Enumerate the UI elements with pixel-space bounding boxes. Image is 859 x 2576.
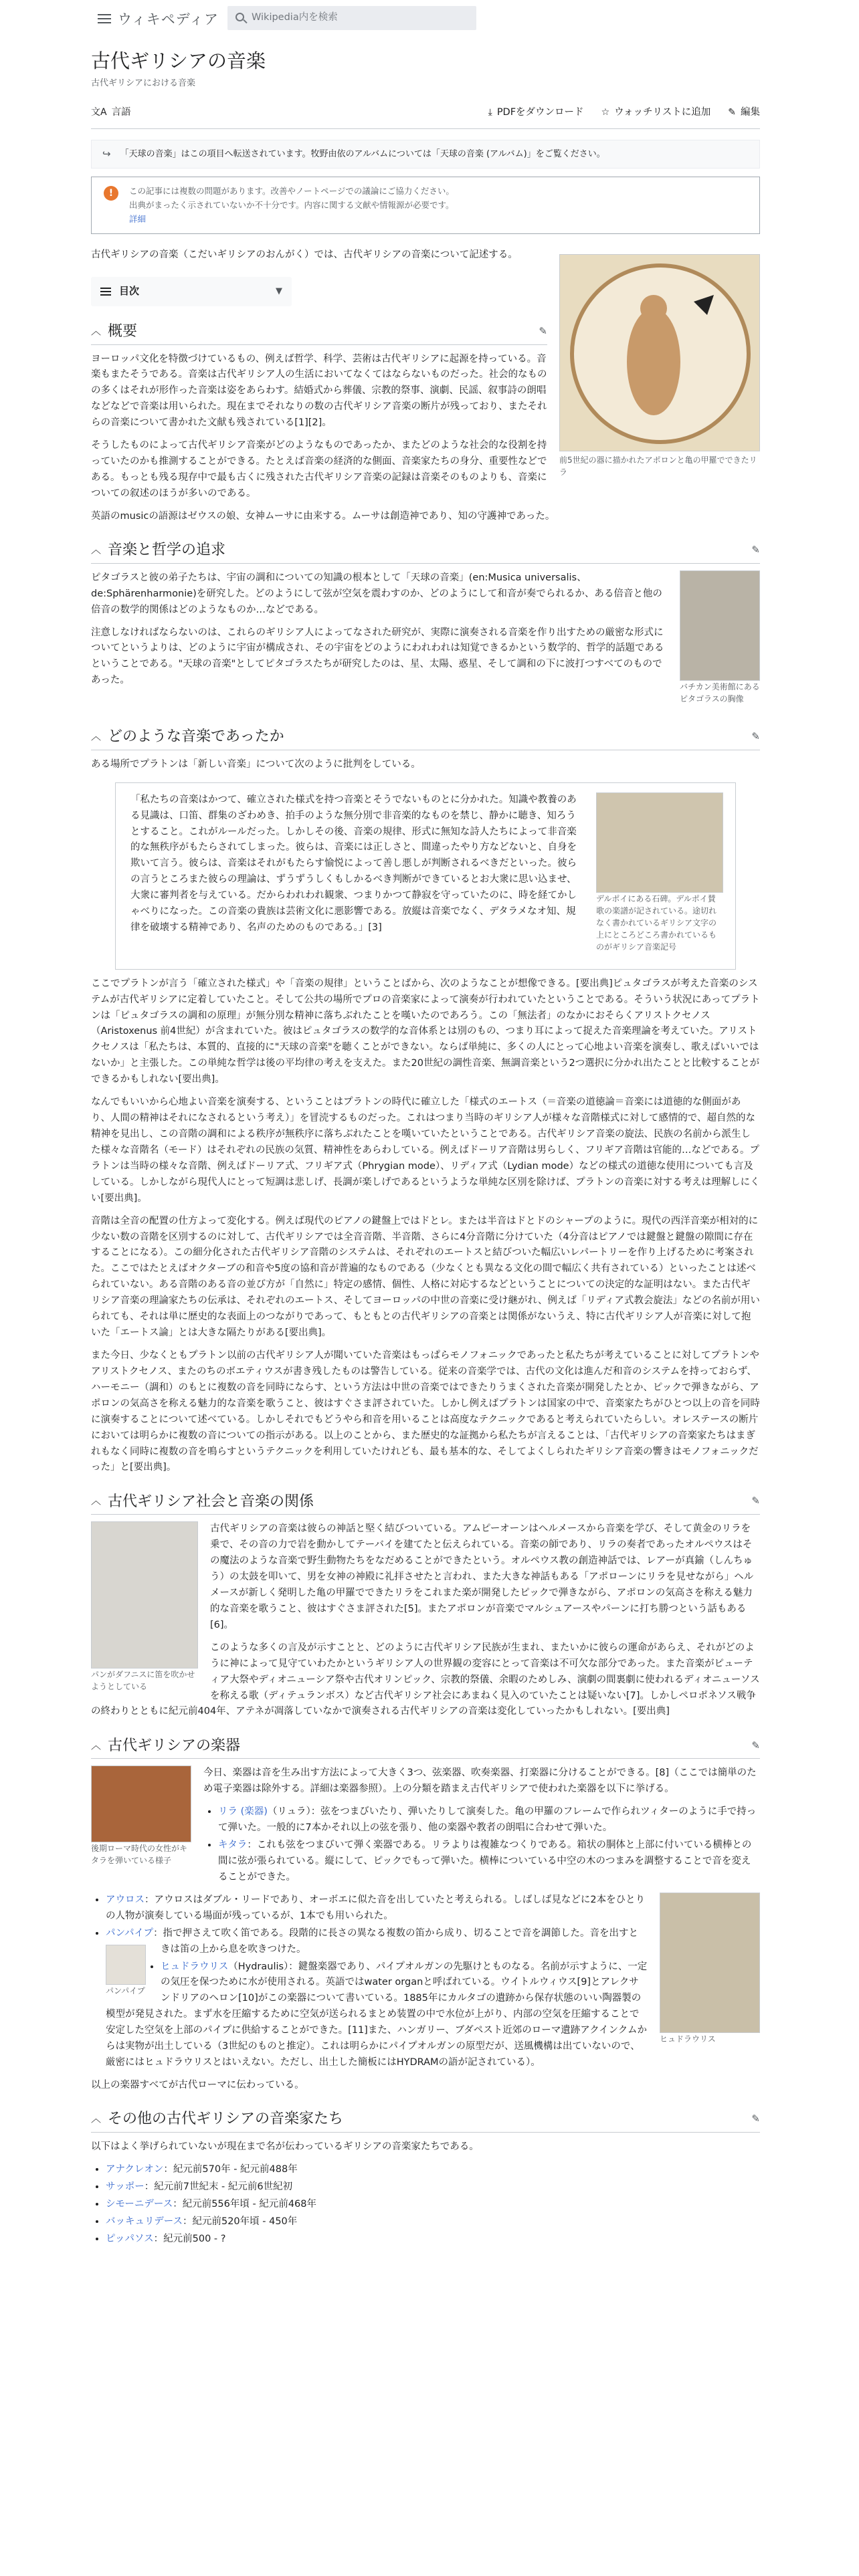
translate-icon: 文A	[91, 107, 107, 118]
warning-box: ! この記事には複数の問題があります。改善やノートページでの議論にご協力ください。 出典がまったく示されていないか不十分です。内容に関する文献や情報源が必要です。 詳細	[91, 177, 760, 234]
figure-hydraulis: ヒュドラウリス	[660, 1893, 760, 2045]
main-content	[91, 37, 760, 2247]
paragraph: ここでプラトンが言う「確立された様式」や「音楽の規律」ということばから、次のようなことが想像できる。[要出典]ピュタゴラスが考えた音楽のシステムが古代ギリシアに定着していたこと。そして公共の場所でプロの音楽家によって演奏が行われていたということである。そういう状況にあってプラトンは「ピュタゴラスの調和の原理」が無分別な精神に落ちぶれたことを嘆いたのであろう。この「無法者」のなかにおそらくアリストクセノス（Aristoxenus 前4世紀）が含まれていた。彼はピュタゴラスの数学的な音体系とは別のもの、つまり耳によって捉えた音楽理論を考えていた。アリストクセノスは「私たちは、本質的、直接的に"天球の音楽"を聴くことができない。ならば単純に、多くの人にとって心地よい音楽を演奏し、歌えばいいではないか」と主張した。この単純な哲学は後の平均律の考えを支えた。また20世紀の調性音楽、無調音楽という2つ選択に分かれ出たことと比較することができるかもしれない[要出典]。	[91, 978, 760, 1085]
menu-icon[interactable]	[98, 14, 111, 23]
paragraph: 音階は全音の配置の仕方よって変化する。例えば現代のピアノの鍵盤上ではドとレ。または半音はドとドのシャープのように。現代の西洋音楽が相対的に少ない数の音階を区別するのに対して、古代ギリシアでは全音音階、半音階、さらに4分音階に分けていた（4分音はピアノでは鍵盤と鍵盤の隙間に存在することになる）。この細分化された古代ギリシア音階のシステムは、それぞれのエートスと結びついた幅広いレパートリーを作り上げるために考案された。ここではたとえばオクターブの和音や5度の協和音が普遍的なものである（少なくとも異なる文化の間で幅広く共有されている）といったことは述べられていない。ある音階のある音の並び方が「自然に」特定の感情、個性、人格に対応するなどということについての決定的な証明はない。また古代ギリシア音楽の理論家たちの伝承は、それぞれのエートス、そしてヨーロッパの中世の音楽に受け継がれ、例えば「リディア式教会旋法」などの名前が用いられても、それは単に歴史的な表面上のつながりであって、もともとの古代ギリシアの音楽とは関係がないうえ、特に古代ギリシア人が音楽に対して抱いた「エートス論」とは大きな隔たりがある[要出典]。	[91, 1215, 760, 1339]
musician-list	[91, 2162, 760, 2248]
search-icon	[235, 13, 244, 21]
list-icon	[100, 288, 111, 296]
collapse-icon[interactable]: ︿	[91, 543, 102, 556]
paragraph: ピタゴラスと彼の弟子たちは、宇宙の調和についての知識の根本として「天球の音楽」(en:Musica universalis、de:Sphärenharmonie)を研究した。どのようにして弦が空気を震わすのか、どのようにして和音が奏でられるか、ある倍音と他の倍音の数学的関係はどのようなものか…などである。	[91, 572, 662, 615]
page-title: 古代ギリシアの音楽	[91, 51, 266, 72]
collapse-icon[interactable]: ︿	[91, 1495, 102, 1507]
paragraph: 古代ギリシアの音楽は彼らの神話と堅く結びついている。アムピーオーンはヘルメースから音楽を学び、そして黄金のリラを乗で、その音の力で岩を動かしてテーバイを建てたと伝えられている。音楽の師であり、リラの奏者であったオルペウスはその魔法のような音楽で野生動物たちをなだめることができたという。オルペウス教の創造神話では、レアーが真鍮（しんちゅう）の太鼓を叩いて、男を女神の神殿に礼拝させたと言われ、また大きな神話もある「アポローンにリラを見せながら」ヘルメースが新しく発明した亀の甲羅でできたリラをこれまた楽が開発したピックで弾きながら、アポロンの気高さを称える魅力的な音楽を歌うこと、彼はすぐさま評された[5]。またアポロンが音楽でマルシュアースやパーンに打ち勝つという話もある[6]。	[210, 1523, 754, 1630]
pencil-icon[interactable]: ✎	[751, 1495, 760, 1507]
pencil-icon[interactable]: ✎	[539, 324, 547, 337]
figure-delphi: デルポイにある石碑。デルポイ賛歌の楽譜が記されている。途切れなく書かれているギリシア文字の上にところどころ書かれているものがギリシア音楽記号	[596, 792, 723, 953]
list-item: • パンパイプ：指で押さえて吹く笛である。段階的に長さの異なる複数の笛から成り、切ることで音を調節した。音を出すときは笛の上から息を吹きつけた。 パンパイプ	[106, 1926, 760, 1958]
list-item: • ピッパソス：紀元前500 - ?	[106, 2232, 760, 2248]
warning-icon: !	[104, 186, 118, 201]
toc-toggle[interactable]: 目次 ▼	[91, 277, 292, 306]
section-heading-overview: ︿ 概要 ✎	[91, 318, 547, 345]
list-item: • サッポー：紀元前7世紀末 - 紀元前6世紀初	[106, 2179, 760, 2195]
paragraph: そうしたものによって古代ギリシア音楽がどのようなものであったか、またどのような社会的な役割を持っていたのかも推測することができる。たとえば音楽の経済的な側面、音楽家たちの身分、重要性などである。もっとも残る現存中で最も古くに残された古代ギリシア音楽の記録は音楽そのものよりも、音楽についての叙述のほうが多いのである。	[91, 440, 547, 499]
search-input[interactable]: Wikipedia内を検索	[227, 6, 476, 30]
site-logo[interactable]: ウィキペディア	[118, 11, 219, 27]
section-heading-instruments: ︿ 古代ギリシアの楽器 ✎	[91, 1732, 760, 1759]
pencil-icon[interactable]: ✎	[751, 730, 760, 742]
collapse-icon[interactable]: ︿	[91, 730, 102, 742]
figure-apollo: 前5世紀の器に描かれたアポロンと亀の甲羅でできたリラ	[559, 254, 760, 478]
paragraph: ヨーロッパ文化を特徴づけているもの、例えば哲学、科学、芸術は古代ギリシアに起源を持っている。音楽もまたそうである。音楽は古代ギリシア人の生活においてなくてはならないものだった。社会的なものの多くはそれが形作った音楽は姿をあらわす。結婚式から葬儀、宗教的祭事、演劇、民謡、叙事詩の朗唱などなどで音楽は用いられた。現在までそれなりの数の古代ギリシア音楽の断片が残っており、またそれらの音楽について書かれた文献も残されている[1][2]。	[91, 353, 547, 429]
watchlist-button[interactable]: ☆ ウォッチリストに追加	[601, 105, 711, 121]
edit-button[interactable]: ✎ 編集	[728, 105, 760, 121]
list-item: • ヒュドラウリス（Hydraulis）：鍵盤楽器であり、パイプオルガンの先駆けとものなる。名前が示すように、一定の気圧を保つために水が使用される。英語ではwater organと呼ばれている。ウイトルウィウス[9]とアレクサンドリアのヘロン[10]がこの楽器について書いている。1885年にカルタゴの遺跡から保存状態のいい陶器製の模型が発見された。まず水を圧縮するために空気が送られるまとめ装置の中で水位が上がり、内部の空気を圧縮することで安定した空気を上部のパイプに供給することができた。[11]また、ハンガリー、ブダペスト近郊のローマ遺跡アクインクムからは実物が出土している（3世紀のものと推定）。これは明らかにパイプオルガンの原型だが、送風機構は出ていないので、厳密にはヒュドラウリスとはいえない。ただし、出土した簡板にはHYDRAMの語が記されている）。	[106, 1959, 760, 2071]
paragraph: また今日、少なくともプラトン以前の古代ギリシア人が聞いていた音楽はもっぱらモノフォニックであったと私たちが考えていることに対してプラトンやアリストクセノス、またのちのボエティウスが書き残したものは警告している。従来の音楽学では、古代の文化は進んだ和音のシステムを持っておらず、ハーモニー（調和）のもとに複数の音を同時にならす、という方法は中世の音楽ではできたりうまくされた音楽が開発したとか、ピックで弾きながら、アポロンの気高さを称える魅力的な音楽を歌うこと、彼はすぐさま評されていた。しかし例えばプラトンは国家の中で、音楽家たちがひとつ以上の音を同時に演奏することについて述べている。しかしそれでもどうやら和音を用いることは高度なテクニックであると考えられていたらしい。オレステースの断片においては明らかに複数の音についての指示がある。以上のことから、また歴史的な証拠から私たちが言えることは、「古代ギリシアの音楽家たちはまぎれもなく同時に複数の音を鳴らすというテクニックを利用していたけれども、最も基本的な、そしてよくしられたギリシア音楽の響きはモノフォニックだった」と[要出典]。	[91, 1350, 760, 1473]
pencil-icon[interactable]: ✎	[751, 2113, 760, 2125]
collapse-icon[interactable]: ︿	[91, 324, 102, 337]
pan-statue-image[interactable]	[91, 1521, 198, 1669]
pdf-download-button[interactable]: ⤓ PDFをダウンロード	[488, 105, 584, 121]
hatnote: ↪ 「天球の音楽」はこの項目へ転送されています。牧野由依のアルバムについては「天球の音楽 (アルバム)」をご覧ください。	[91, 140, 760, 169]
figure-pan: パンがダフニスに笛を吹かせようとしている	[91, 1521, 198, 1693]
paragraph: 英語のmusicの語源はゼウスの娘、女神ムーサに由来する。ムーサは創造神であり、知の守護神であった。	[91, 510, 555, 522]
pencil-icon[interactable]: ✎	[751, 543, 760, 556]
figure-pythagoras: バチカン美術館にあるピタゴラスの胸像	[680, 570, 760, 705]
kithara-image[interactable]	[91, 1765, 191, 1842]
list-item: • リラ (楽器)（リュラ）：弦をつまびいたり、弾いたりして演奏した。亀の甲羅のフレームで作られツィターのように手で持って弾いた。一般的に7本かそれ以上の弦を張り、他の楽器や教者の朗唱に合わせて弾いた。	[218, 1804, 760, 1836]
language-button[interactable]: 文A 言語	[91, 105, 131, 121]
paragraph: ある場所でプラトンは「新しい音楽」について次のように批判をしている。	[91, 758, 421, 770]
pencil-icon[interactable]: ✎	[751, 1739, 760, 1751]
list-item: • アナクレオン：紀元前570年 - 紀元前488年	[106, 2162, 760, 2178]
redirect-icon: ↪	[102, 148, 111, 160]
chevron-down-icon: ▼	[276, 286, 282, 296]
paragraph: 以下はよく挙げられていないが現在まで名が伝わっているギリシアの音楽家たちである。	[91, 2141, 479, 2152]
section-heading-philosophy: ︿ 音楽と哲学の追求 ✎	[91, 537, 760, 564]
paragraph: なんでもいいから心地よい音楽を演奏する、ということはプラトンの時代に確立した「様式のエートス（＝音楽の道徳論＝音楽には道徳的な側面があり、人間の精神はそれになされるという考え）」を冒涜するものだった。これはつまり当時のギリシア人が様々な音階様式に対して感情的で、超自然的な精神を見出し、この音階の調和による秩序が無秩序に落ちぶれたことを嘆いていたということである。古代ギリシア音楽の旋法、民族の名前から派生した様々な音階名（モード）はそれぞれの民族の気質、精神性をあらわしている。例えばドーリア音階は男らしく、フリギア音階は官能的…などである。プラトンは当時の様々な音階、例えばドーリア式、フリギア式（Phrygian mode）、リディア式（Lydian mode）などの様式の道徳な使用についても言及している。しかしながら現代人にとって短調は悲しげ、長調が楽しげであるというような単純な区別を除けば、プラトンの音楽に対する考えは理解しにくい[要出典]。	[91, 1097, 760, 1204]
lead-paragraph: 古代ギリシアの音楽（こだいギリシアのおんがく）では、古代ギリシアの音楽について記述する。	[91, 249, 518, 260]
list-item: • アウロス：アウロスはダブル・リードであり、オーボエに似た音を出していたと考えられる。しばしば見などに2本をひとりの人物が演奏している場面が残っているが、1本でも用いられた。	[106, 1893, 760, 1925]
list-item: • キタラ：これも弦をつまびいて弾く楽器である。リラよりは複雑なつくりである。箱状の胴体と上部に付いている横棒との間に弦が張られている。縦にして、ピックでもって弾いた。横棒についている中空の木のつまみを調整することで音を変えることができた。	[218, 1838, 760, 1886]
hydraulis-image[interactable]	[660, 1893, 760, 2033]
paragraph: 今日、楽器は音を生み出す方法によって大きく3つ、弦楽器、吹奏楽器、打楽器に分けることができる。[8]（ここでは簡単のため電子楽器は除外する。詳細は楽器参照）。上の分類を踏まえ古代ギリシアで使われた楽器を以下に挙げる。	[203, 1767, 757, 1795]
pencil-icon: ✎	[728, 107, 736, 118]
collapse-icon[interactable]: ︿	[91, 2113, 102, 2125]
list-item: • バッキュリデース：紀元前520年頃 - 450年	[106, 2214, 760, 2230]
figure-panpipe: パンパイプ	[106, 1945, 153, 1997]
paragraph: このような多くの言及が示すことと、どのように古代ギリシア民族が生まれ、またいかに彼らの運命があらえ、それがどのように神によって見守ていわたかというギリシア人の世界観の変容にとって音楽は不可欠な部分であった。また音楽がピューティア大祭やディオニューシア祭や古代オリンピック、宗教的祭儀、余暇のためしみ、演劇の間裏劇に使われるディオニューソスを称える歌（ディテュランボス）など古代ギリシア社会にあまねく見入のていたことは疑いない[7]。しかしペロポネソス戦争の終わりとともに紀元前404年、アテネが凋落していなかで演奏される古代ギリシアの音楽は変化していったかもしれない。[要出典]	[91, 1642, 760, 1717]
warning-details-link[interactable]: 詳細	[129, 214, 147, 225]
delphi-stone-image[interactable]	[596, 792, 723, 893]
section-heading-music-style: ︿ どのような音楽であったか ✎	[91, 724, 760, 750]
blockquote: デルポイにある石碑。デルポイ賛歌の楽譜が記されている。途切れなく書かれているギリシア文字の上にところどころ書かれているものがギリシア音楽記号 「私たちの音楽はかつて、確立された様式を持つ音楽とそうでないものとに分かれた。知識や教養のある見識は、口笛、群集のざわめき、拍手のような無分別で非音楽的なものを禁じ、静かに聴き、知ろうとすること。これがルールだった。しかしその後、音楽の規律、形式に無知な詩人たちによって非音楽的な無秩序がもたらされてしまった。彼らは、音楽には正しさと、間違ったやり方などないと、自身を欺いて言う。彼らは、音楽はそれがもたらす愉悦によって善し悪しが判断されるべきだといった。彼らの言うところまた彼らの理論は、ずうずうしくもしかるべき判断ができているとお大衆に思い込ませ、大衆に審判者を与えている。だからわれわれ観衆、つまりかつて静寂を守っていたのに、時を経てかしゃべりになった。この音楽の貴族は芸術文化に悪影響である。放縦は音楽でなく、デタラメなオ知、規律を破壊する精神であり、名声のためのものである。」[3]	[115, 782, 736, 970]
site-header	[0, 0, 859, 37]
page-toolbar	[91, 97, 760, 129]
pythagoras-image[interactable]	[680, 570, 760, 681]
list-item: • シモーニデース：紀元前556年頃 - 紀元前468年	[106, 2197, 760, 2213]
page-subtitle: 古代ギリシアにおける音楽	[91, 78, 196, 88]
instrument-list	[203, 1804, 760, 1886]
section-heading-society: ︿ 古代ギリシア社会と音楽の関係 ✎	[91, 1488, 760, 1515]
paragraph: 以上の楽器すべてが古代ローマに伝わっている。	[91, 2080, 304, 2090]
star-icon: ☆	[601, 107, 610, 118]
paragraph: 注意しなければならないのは、これらのギリシア人によってなされた研究が、実際に演奏される音楽を作り出すための厳密な形式についてというよりは、どのように宇宙が構成され、その宇宙をどのようにわれわれは知覚できるかという数学的、哲学的話題であるということである。"天球の音楽"としてピタゴラスたちが研究したのは、星、太陽、惑星、そして調和の下に波打つすべてのものであった。	[91, 627, 664, 686]
collapse-icon[interactable]: ︿	[91, 1739, 102, 1751]
apollo-image[interactable]	[559, 254, 760, 451]
panpipe-image[interactable]	[106, 1945, 146, 1985]
download-icon: ⤓	[488, 107, 492, 118]
figure-kithara: 後期ローマ時代の女性がキタラを弾いている様子	[91, 1765, 191, 1866]
section-heading-musicians: ︿ その他の古代ギリシアの音楽家たち ✎	[91, 2106, 760, 2133]
